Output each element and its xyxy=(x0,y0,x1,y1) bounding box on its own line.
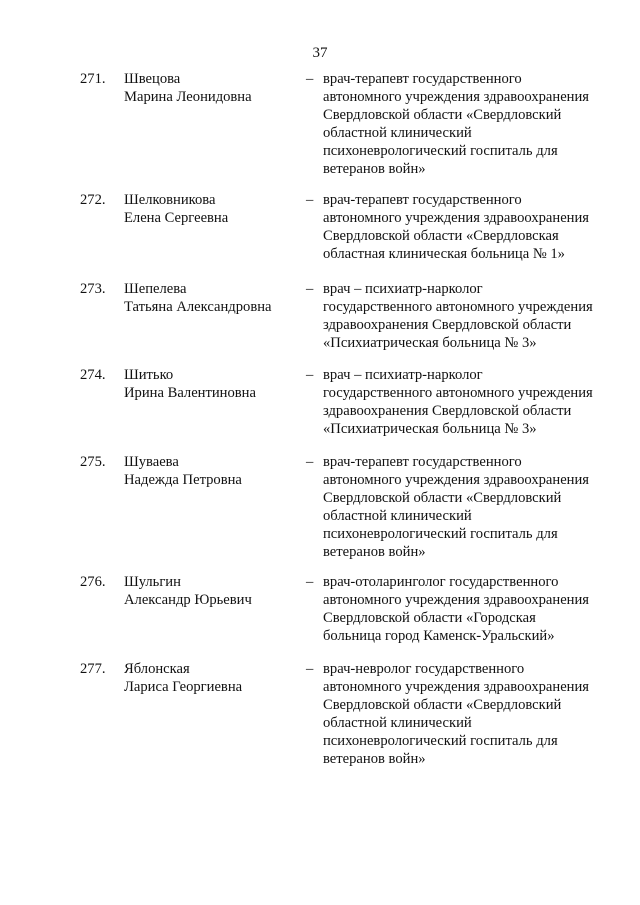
position-description xyxy=(323,453,623,561)
description-line: Свердловской области «Свердловский xyxy=(323,490,562,506)
description-line: «Психиатрическая больница № 3» xyxy=(323,335,537,351)
surname: Шелковникова xyxy=(124,192,216,208)
surname: Шуваева xyxy=(124,454,179,470)
entry-number: 271. xyxy=(80,71,106,87)
page-number: 37 xyxy=(312,45,328,61)
position-description xyxy=(323,660,623,768)
description-line: врач-терапевт государственного xyxy=(323,454,522,470)
position-description xyxy=(323,366,623,438)
description-line: врач – психиатр-нарколог xyxy=(323,367,483,383)
given-names: Лариса Георгиевна xyxy=(124,679,243,695)
description-line: психоневрологический госпиталь для xyxy=(323,143,558,159)
surname: Шитько xyxy=(124,367,174,383)
description-line: врач – психиатр-нарколог xyxy=(323,281,483,297)
given-names: Ирина Валентиновна xyxy=(124,385,256,401)
surname: Швецова xyxy=(124,71,181,87)
position-description xyxy=(323,70,623,178)
position-description xyxy=(323,191,623,263)
person-name xyxy=(124,660,242,696)
person-name xyxy=(124,70,252,106)
entry-number: 276. xyxy=(80,574,106,590)
description-line: здравоохранения Свердловской области xyxy=(323,317,572,333)
dash-separator: – xyxy=(306,454,314,470)
description-line: государственного автономного учреждения xyxy=(323,385,593,401)
description-line: автономного учреждения здравоохранения xyxy=(323,472,590,488)
surname: Шепелева xyxy=(124,281,187,297)
description-line: здравоохранения Свердловской области xyxy=(323,403,572,419)
given-names: Марина Леонидовна xyxy=(124,89,252,105)
description-line: психоневрологический госпиталь для xyxy=(323,526,558,542)
dash-separator: – xyxy=(306,367,314,383)
dash-separator: – xyxy=(306,281,314,297)
description-line: ветеранов войн» xyxy=(323,544,426,560)
given-names: Надежда Петровна xyxy=(124,472,242,488)
entry-number: 277. xyxy=(80,661,106,677)
dash-separator: – xyxy=(306,71,314,87)
description-line: областной клинический xyxy=(323,125,472,141)
description-line: «Психиатрическая больница № 3» xyxy=(323,421,537,437)
entry-number: 273. xyxy=(80,281,106,297)
description-line: автономного учреждения здравоохранения xyxy=(323,592,590,608)
person-name xyxy=(124,573,252,609)
position-description xyxy=(323,573,623,645)
description-line: областной клинический xyxy=(323,508,472,524)
description-line: Свердловской области «Городская xyxy=(323,610,536,626)
description-line: государственного автономного учреждения xyxy=(323,299,593,315)
dash-separator: – xyxy=(306,661,314,677)
description-line: врач-терапевт государственного xyxy=(323,192,522,208)
description-line: ветеранов войн» xyxy=(323,751,426,767)
dash-separator: – xyxy=(306,192,314,208)
description-line: врач-невролог государственного xyxy=(323,661,525,677)
surname: Яблонская xyxy=(124,661,190,677)
description-line: больница город Каменск-Уральский» xyxy=(323,628,555,644)
person-name xyxy=(124,366,256,402)
description-line: Свердловской области «Свердловский xyxy=(323,107,562,123)
given-names: Татьяна Александровна xyxy=(124,299,272,315)
given-names: Елена Сергеевна xyxy=(124,210,229,226)
person-name xyxy=(124,280,272,316)
description-line: Свердловской области «Свердловская xyxy=(323,228,559,244)
surname: Шульгин xyxy=(124,574,181,590)
entry-number: 274. xyxy=(80,367,106,383)
description-line: областная клиническая больница № 1» xyxy=(323,246,565,262)
entry-number: 275. xyxy=(80,454,106,470)
description-line: автономного учреждения здравоохранения xyxy=(323,679,590,695)
given-names: Александр Юрьевич xyxy=(124,592,252,608)
description-line: автономного учреждения здравоохранения xyxy=(323,210,590,226)
dash-separator: – xyxy=(306,574,314,590)
entry-number: 272. xyxy=(80,192,106,208)
description-line: врач-отоларинголог государственного xyxy=(323,574,559,590)
description-line: Свердловской области «Свердловский xyxy=(323,697,562,713)
position-description xyxy=(323,280,623,352)
person-name xyxy=(124,453,242,489)
description-line: автономного учреждения здравоохранения xyxy=(323,89,590,105)
description-line: областной клинический xyxy=(323,715,472,731)
description-line: ветеранов войн» xyxy=(323,161,426,177)
person-name xyxy=(124,191,228,227)
description-line: врач-терапевт государственного xyxy=(323,71,522,87)
description-line: психоневрологический госпиталь для xyxy=(323,733,558,749)
